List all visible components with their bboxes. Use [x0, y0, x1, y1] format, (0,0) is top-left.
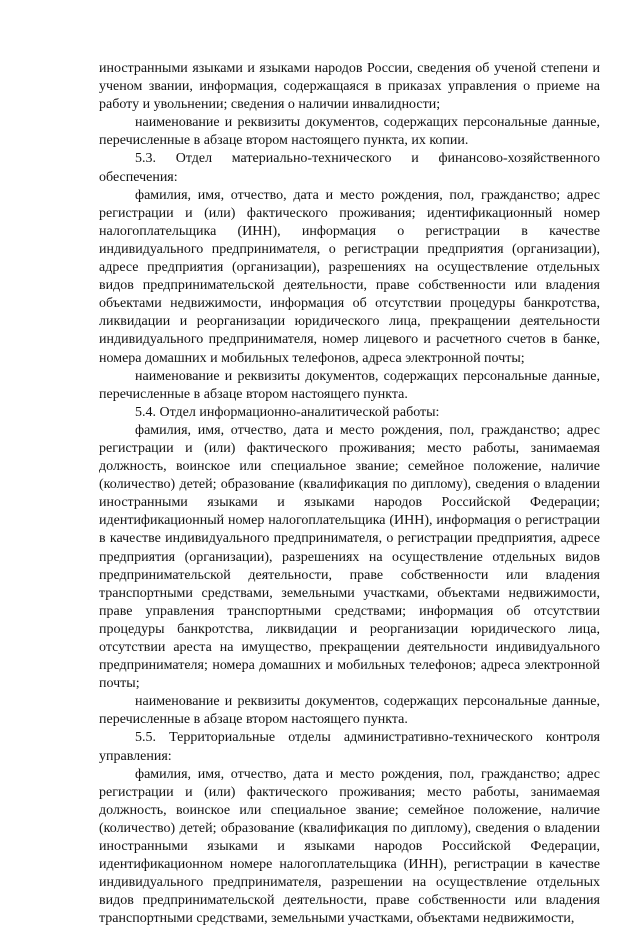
section-5-4-personal-data: фамилия, имя, отчество, дата и место рождения, пол, гражданство; адрес регистрации и (или) фактического проживания; место работы, занимаемая должность, воинское или специальное звание; семейное положение, наличие (количество) детей; образование (квалификация по диплому), сведения о владении иностранными языками и языками народов Российской Федерации; идентификационный номер налогоплательщика (ИНН), информация о регистрации в качестве индивидуального предпринимателя, о регистрации предприятия, адресе предприятия (организации), разрешениях на осуществление отдельных видов предпринимательской деятельности, праве собственности или владения транспортными средствами, земельными участками, объектами недвижимости, праве управления транспортными средствами; информация об отсутствии процедуры банкротства, ликвидации и реорганизации юридического лица, отсутствии ареста на имущество, прекращении деятельности индивидуального предпринимателя; номера домашних и мобильных телефонов; адреса электронной почты; — [99, 422, 600, 692]
section-5-3-documents: наименование и реквизиты документов, содержащих персональные данные, перечисленные в абзаце втором настоящего пункта. — [99, 368, 600, 402]
document-body — [99, 60, 600, 929]
section-5-4-heading: 5.4. Отдел информационно-аналитической работы: — [135, 404, 440, 420]
section-5-3-heading: 5.3. Отдел материально-технического и финансово-хозяйственного обеспечения: — [99, 151, 600, 185]
section-5-5-personal-data: фамилия, имя, отчество, дата и место рождения, пол, гражданство; адрес регистрации и (или) фактического проживания; место работы, занимаемая должность, воинское или специальное звание; семейное положение, наличие (количество) детей; образование (квалификация по диплому), сведения о владении иностранными языками и языками народов Российской Федерации, идентификационном номере налогоплательщика (ИНН), регистрации в качестве индивидуального предпринимателя, разрешении на осуществление отдельных видов предпринимательской деятельности, праве собственности или владения транспортными средствами, земельными участками, объектами недвижимости, — [99, 766, 600, 927]
paragraph-documents-list: наименование и реквизиты документов, содержащих персональные данные, перечисленные в абзаце втором настоящего пункта, их копии. — [99, 115, 600, 149]
section-5-5-heading: 5.5. Территориальные отделы административно-технического контроля управления: — [99, 730, 600, 764]
section-5-4-documents: наименование и реквизиты документов, содержащих персональные данные, перечисленные в абзаце втором настоящего пункта. — [99, 694, 600, 728]
section-5-3-personal-data: фамилия, имя, отчество, дата и место рождения, пол, гражданство; адрес регистрации и (или) фактического проживания; идентификационный номер налогоплательщика (ИНН), информация о регистрации в качестве индивидуального предпринимателя, о регистрации предприятия (организации), адресе предприятия (организации), разрешениях на осуществление отдельных видов предпринимательской деятельности, праве собственности или владения объектами недвижимости, информация об отсутствии процедуры банкротства, ликвидации и реорганизации юридического лица, прекращении деятельности индивидуального предпринимателя, номер лицевого и расчетного счетов в банке, номера домашних и мобильных телефонов, адреса электронной почты; — [99, 187, 600, 366]
paragraph-continuation: иностранными языками и языками народов России, сведения об ученой степени и ученом звании, информация, содержащаяся в приказах управления о приеме на работу и увольнении; сведения о наличии инвалидности; — [99, 61, 600, 113]
